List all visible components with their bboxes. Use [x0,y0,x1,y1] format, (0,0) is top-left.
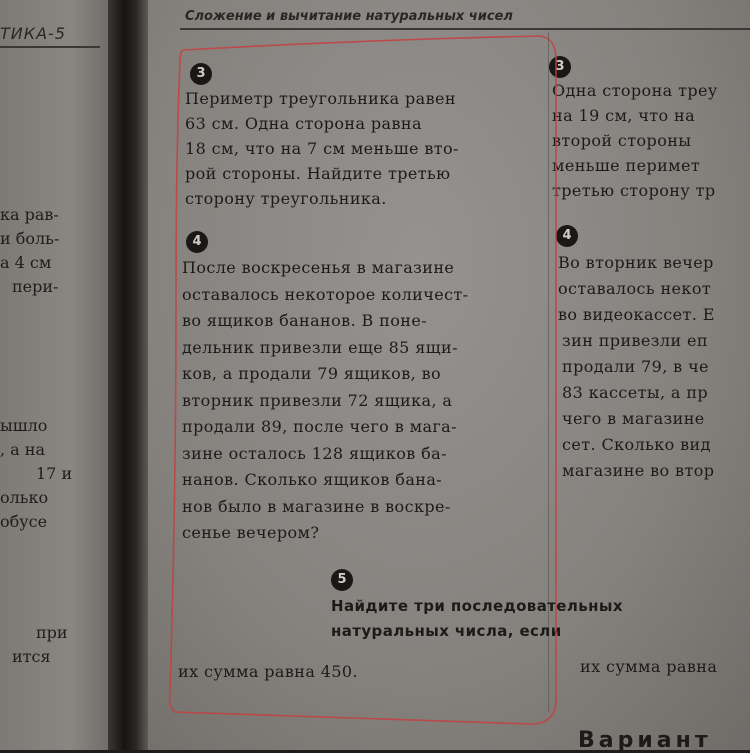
left-fragment: ится [12,647,51,666]
right-problem-3-line: меньше перимет [552,156,701,175]
problem-4-line: нанов. Сколько ящиков бана- [182,470,443,489]
right-problem-4-line: чего в магазине [562,409,705,428]
right-problem-4-line: продали 79, в че [562,357,709,376]
book-spine [108,0,148,750]
right-problem-3-line: Одна сторона треу [552,81,718,100]
right-problem-3-number-badge: 3 [549,56,571,78]
right-problem-3-line: второй стороны [552,131,692,150]
problem-5-number-badge: 5 [331,569,353,591]
left-fragment: ышло [0,416,48,435]
problem-4-line: сенье вечером? [182,523,320,542]
footer-variant-heading: Вариант [578,728,712,753]
left-fragment: 17 и [36,464,73,483]
left-fragment: , а на [0,440,45,459]
problem-4-line: После воскресенья в магазине [182,258,455,277]
problem-4-line: зине осталось 128 ящиков ба- [182,444,447,463]
left-fragment: обусе [0,512,48,531]
header-rule [180,28,750,30]
left-fragment: пери- [12,277,59,296]
left-header-rule [0,46,100,48]
left-fragment: и боль- [0,229,60,248]
right-problem-3-line: третью сторону тр [552,181,716,200]
problem-5-line: натуральных числа, если [331,622,562,640]
right-problem-4-line: оставалось некот [558,279,712,298]
problem-5-line: Найдите три последовательных [331,597,623,615]
left-fragment: а 4 см [0,253,52,272]
problem-3-line: Периметр треугольника равен [185,89,456,108]
left-fragment: ка рав- [0,205,59,224]
right-problem-4-line: сет. Сколько вид [562,435,711,454]
right-problem-4-number-badge: 4 [556,225,578,247]
problem-4-line: оставалось некоторое количест- [182,285,469,304]
left-page-header: ТИКА-5 [0,24,66,43]
problem-3-line: сторону треугольника. [185,189,387,208]
right-problem-4-line: магазине во втор [562,461,715,480]
problem-3-number-badge: 3 [190,63,212,85]
page-header-title: Сложение и вычитание натуральных чисел [185,9,513,24]
right-problem-4-line: зин привезли еп [562,331,708,350]
right-problem-4-line: Во вторник вечер [558,253,714,272]
problem-4-line: ков, а продали 79 ящиков, во [182,364,442,383]
problem-5-answer-left: их сумма равна 450. [178,662,358,681]
problem-4-line: во ящиков бананов. В поне- [182,311,428,330]
left-fragment: олько [0,488,49,507]
problem-4-line: вторник привезли 72 ящика, а [182,391,453,410]
problem-4-number-badge: 4 [186,231,208,253]
left-fragment: при [36,623,68,642]
right-problem-4-line: во видеокассет. Е [558,305,715,324]
problem-3-line: рой стороны. Найдите третью [185,164,451,183]
problem-5-answer-right: их сумма равна [580,657,718,676]
problem-4-line: дельник привезли еще 85 ящи- [182,338,458,357]
problem-4-line: продали 89, после чего в мага- [182,417,457,436]
right-problem-4-line: 83 кассеты, а пр [562,383,709,402]
left-page [0,0,118,750]
problem-4-line: нов было в магазине в воскре- [182,497,451,516]
problem-3-line: 63 см. Одна сторона равна [185,114,422,133]
right-problem-3-line: на 19 см, что на [552,106,696,125]
problem-3-line: 18 см, что на 7 см меньше вто- [185,139,459,158]
